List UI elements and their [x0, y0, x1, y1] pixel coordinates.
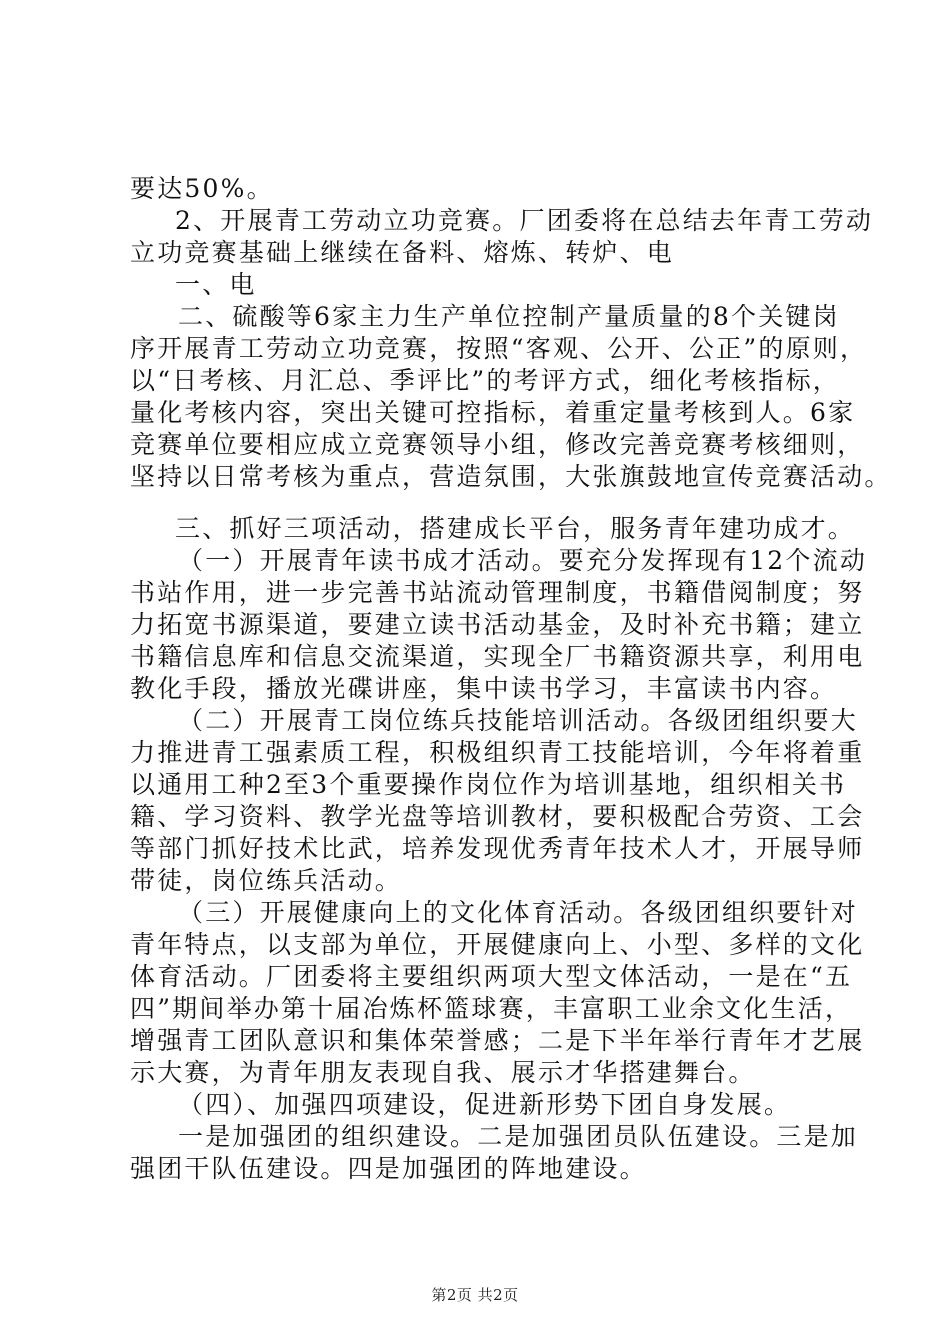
text-line: 以通用工种2至3个重要操作岗位作为培训基地，组织相关书: [130, 770, 847, 799]
text-line: 力推进青工强素质工程，积极组织青工技能培训，今年将着重: [130, 738, 865, 767]
text-line: 等部门抓好技术比武，培养发现优秀青年技术人才，开展导师: [130, 834, 865, 863]
section-heading: （四）、加强四项建设，促进新形势下团自身发展。: [178, 1090, 792, 1119]
text-line: 立功竞赛基础上继续在备料、熔炼、转炉、电: [130, 238, 675, 267]
text-line: 竞赛单位要相应成立竞赛领导小组，修改完善竞赛考核细则，: [130, 430, 865, 459]
text-line: （一）开展青年读书成才活动。要充分发挥现有12个流动: [178, 546, 868, 575]
page-number-footer: 第2页 共2页: [431, 1286, 519, 1304]
text-line: 籍、学习资料、教学光盘等培训教材，要积极配合劳资、工会: [130, 802, 865, 831]
text-line: 教化手段，播放光碟讲座，集中读书学习，丰富读书内容。: [130, 674, 838, 703]
text-line: 示大赛，为青年朋友表现自我、展示才华搭建舞台。: [130, 1058, 756, 1087]
text-line: 青年特点，以支部为单位，开展健康向上、小型、多样的文化: [130, 930, 865, 959]
text-line: 序开展青工劳动立功竞赛，按照“客观、公开、公正”的原则，: [130, 334, 868, 363]
text-line: （二）开展青工岗位练兵技能培训活动。各级团组织要大: [178, 706, 859, 735]
text-line: 量化考核内容，突出关键可控指标，着重定量考核到人。6家: [130, 398, 856, 427]
text-line: 增强青工团队意识和集体荣誉感；二是下半年举行青年才艺展: [130, 1026, 865, 1055]
text-line: 一、电: [175, 270, 257, 299]
text-line: 四”期间举办第十届冶炼杯篮球赛，丰富职工业余文化生活，: [130, 994, 853, 1023]
text-line: 书籍信息库和信息交流渠道，实现全厂书籍资源共享，利用电: [130, 642, 865, 671]
text-line: 二、硫酸等6家主力生产单位控制产量质量的8个关键岗: [178, 302, 840, 331]
section-heading: 三、抓好三项活动，搭建成长平台，服务青年建功成才。: [175, 514, 856, 543]
text-line: 坚持以日常考核为重点，营造氛围，大张旗鼓地宣传竞赛活动。: [130, 462, 892, 491]
text-line: 带徒，岗位练兵活动。: [130, 866, 403, 895]
text-line: 以“日考核、月汇总、季评比”的考评方式，细化考核指标，: [130, 366, 840, 395]
text-line: 力拓宽书源渠道，要建立读书活动基金，及时补充书籍；建立: [130, 610, 865, 639]
text-line: 强团干队伍建设。四是加强团的阵地建设。: [130, 1154, 647, 1183]
text-line: 要达50%。: [130, 174, 274, 203]
text-line: 体育活动。厂团委将主要组织两项大型文体活动，一是在“五: [130, 962, 853, 991]
text-line: 书站作用，进一步完善书站流动管理制度，书籍借阅制度；努: [130, 578, 865, 607]
text-line: 一是加强团的组织建设。二是加强团员队伍建设。三是加: [178, 1122, 859, 1151]
text-line: 2、开展青工劳动立功竞赛。厂团委将在总结去年青工劳动: [175, 206, 874, 235]
text-line: （三）开展健康向上的文化体育活动。各级团组织要针对: [178, 898, 859, 927]
